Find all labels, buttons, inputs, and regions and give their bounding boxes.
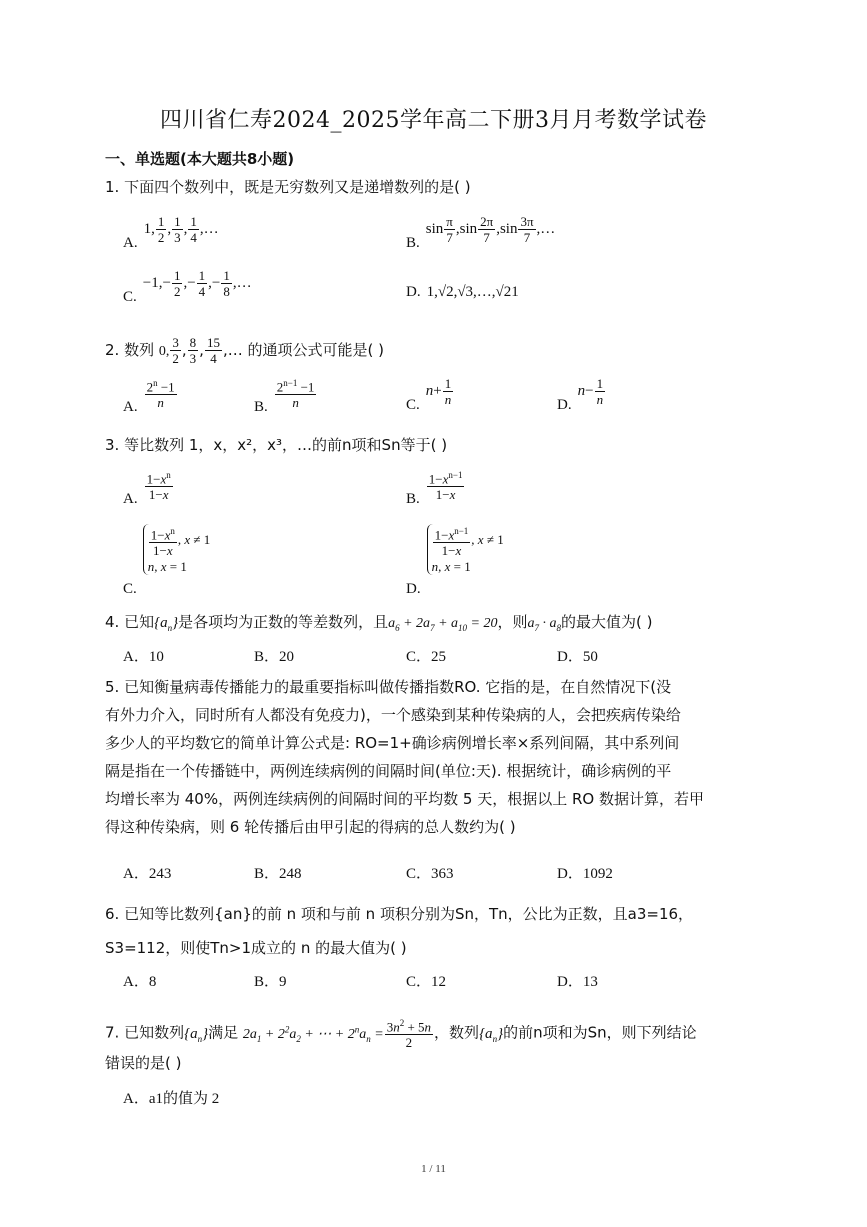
question-6-line-2: S3=112，则使Tn>1成立的 n 的最大值为( )	[105, 939, 407, 957]
question-6-option-a[interactable]: A．8	[123, 974, 157, 990]
question-2-option-c[interactable]: C.n+ $\frac{1}{n}$	[406, 376, 452, 413]
question-2-option-b[interactable]: B. $\frac{2^{n-1} -1}{n}$	[254, 378, 315, 415]
stem-line: 隔是指在一个传播链中，两例连续病例的间隔时间(单位:天). 根据统计，确诊病例的平	[105, 762, 672, 780]
stem-text: ，则	[497, 613, 528, 631]
option-label: B.	[406, 490, 420, 507]
question-5-option-a[interactable]: A．243	[123, 866, 172, 882]
stem-text: 的通项公式可能是( )	[247, 341, 384, 359]
stem-text: 4. 已知	[105, 613, 155, 631]
option-label: A.	[123, 490, 138, 507]
question-6-option-c[interactable]: C．12	[406, 974, 447, 990]
question-6-option-d[interactable]: D．13	[557, 974, 598, 990]
stem-text: 7. 已知数列	[105, 1023, 185, 1042]
option-label: D.	[406, 284, 421, 300]
question-1-option-d[interactable]: D. 1,√2,√3,…,√21	[406, 284, 519, 300]
stem-line: 5. 已知衡量病毒传播能力的最重要指标叫做传播指数RO. 它指的是，在自然情况下(没	[105, 678, 672, 696]
option-label: C.	[123, 581, 137, 598]
stem-text: 满足	[208, 1023, 239, 1042]
question-6-option-b[interactable]: B．9	[254, 974, 287, 990]
question-7-stem: 7. 已知数列$\{a_n\}$满足 $2a_1 + 2^2a_2$ + ⋯ + $2^na_n$ = $\frac{3n^2 + 5n}{2}$ ，数列$\{a_n\}$的前n项和为Sn，则下列结论	[105, 1018, 697, 1051]
option-label: D.	[557, 396, 572, 413]
option-label: B.	[254, 398, 268, 415]
option-label: C.	[123, 288, 137, 305]
question-4-option-a[interactable]: A．10	[123, 649, 164, 665]
option-label: A.	[123, 234, 138, 251]
question-4-option-b[interactable]: B．20	[254, 649, 295, 665]
question-5-option-b[interactable]: B．248	[254, 866, 302, 882]
question-1-stem: 1. 下面四个数列中，既是无穷数列又是递增数列的是( )	[105, 178, 471, 196]
question-5-option-c[interactable]: C．363	[406, 866, 454, 882]
question-2-option-a[interactable]: A. $\frac{2^n -1}{n}$	[123, 378, 175, 415]
question-7-option-a[interactable]: A．a1的值为 2	[123, 1091, 220, 1107]
question-2-option-d[interactable]: D.n− $\frac{1}{n}$	[557, 376, 604, 413]
option-label: B.	[406, 234, 420, 251]
question-1-option-b[interactable]: B.sin $\frac{\pi}{7}$ ,sin $\frac{2\pi}{7}$ ,sin $\frac{3\pi}{7}$ ,…	[406, 214, 556, 251]
question-5-stem	[105, 673, 765, 841]
stem-text: 是各项均为正数的等差数列，且	[178, 613, 389, 631]
option-label: C.	[406, 396, 420, 413]
question-4-option-c[interactable]: C．25	[406, 649, 447, 665]
section-heading: 一、单选题(本大题共8小题)	[105, 150, 295, 168]
stem-text: 2. 数列	[105, 341, 155, 359]
question-3-stem: 3. 等比数列 1，x，x²，x³，…的前n项和Sn等于( )	[105, 436, 448, 454]
question-3-option-b[interactable]: B. $\frac{1-x^{n-1}}{1-x}$	[406, 470, 463, 507]
question-2-stem: 2. 数列 0, $\frac{3}{2}$ , $\frac{8}{3}$ , $\frac{15}{4}$ ,… 的通项公式可能是( )	[105, 335, 384, 366]
stem-text: 的前n项和为Sn，则下列结论	[503, 1023, 697, 1042]
stem-text: ，数列	[434, 1023, 480, 1042]
question-3-option-a[interactable]: A. $\frac{1-x^n}{1-x}$	[123, 470, 171, 507]
page-title: 四川省仁寿2024_2025学年高二下册3月月考数学试卷	[160, 108, 707, 133]
question-3-option-d[interactable]: D. $\frac{1-x^{n-1}}{1-x}$ , x ≠ 1 n, x = 1	[406, 526, 504, 598]
option-label: D.	[406, 581, 421, 598]
question-4-stem: 4. 已知$\{a_n\}$是各项均为正数的等差数列，且$a_6 + 2a_7 + a_{10} = 20$，则$a_7 \cdot a_8$的最大值为( )	[105, 613, 653, 633]
question-6-line-1: 6. 已知等比数列{an}的前 n 项和与前 n 项积分别为Sn，Tn，公比为正数，且a3=16，	[105, 905, 694, 923]
option-label: A.	[123, 398, 138, 415]
question-7-line-2: 错误的是( )	[105, 1054, 182, 1072]
question-1-option-c[interactable]: C.−1,− $\frac{1}{2}$ ,− $\frac{1}{4}$ ,− $\frac{1}{8}$ ,…	[123, 268, 252, 305]
stem-line: 得这种传染病，则 6 轮传播后由甲引起的得病的总人数约为( )	[105, 818, 516, 836]
question-3-option-c[interactable]: C. $\frac{1-x^n}{1-x}$ , x ≠ 1 n, x = 1	[123, 526, 211, 598]
stem-line: 均增长率为 40%，两例连续病例的间隔时间的平均数 5 天，根据以上 RO 数据计算，若甲	[105, 790, 704, 808]
stem-line: 多少人的平均数它的简单计算公式是: RO=1+确诊病例增长率×系列间隔，其中系列间	[105, 734, 680, 752]
stem-line: 有外力介入，同时所有人都没有免疫力)，一个感染到某种传染病的人，会把疾病传染给	[105, 706, 681, 724]
stem-text: 的最大值为( )	[560, 613, 653, 631]
question-4-option-d[interactable]: D．50	[557, 649, 598, 665]
question-1-option-a[interactable]: A.1, $\frac{1}{2}$ , $\frac{1}{3}$ , $\frac{1}{4}$ ,…	[123, 214, 219, 251]
page-number: 1 / 11	[421, 1163, 446, 1175]
question-5-option-d[interactable]: D．1092	[557, 866, 613, 882]
